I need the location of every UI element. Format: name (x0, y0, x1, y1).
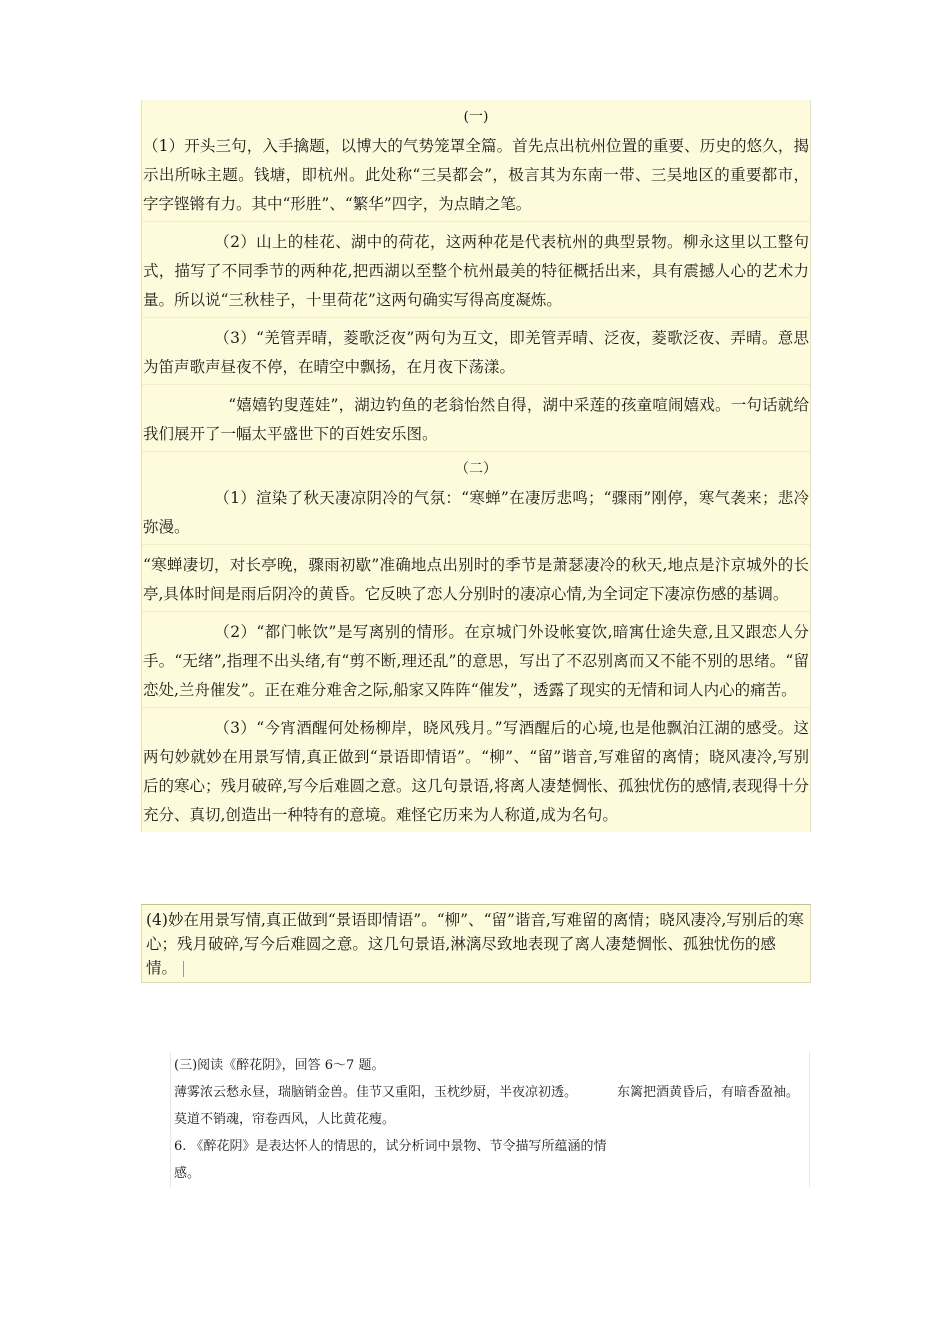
question-6-line-1: 6. 《醉花阴》是表达怀人的情思的，试分析词中景物、节令描写所蕴涵的情 (174, 1139, 607, 1154)
text-cursor (183, 961, 184, 977)
section-2-paragraph: “寒蝉凄切，对长亭晚，骤雨初歇”准确地点出别时的季节是萧瑟凄冷的秋天,地点是汴京城外的长亭,具体时间是雨后阴冷的黄昏。它反映了恋人分别时的凄凉心情,为全词定下凄凉伤感的基调。 (142, 549, 810, 612)
section-2-paragraph: （3）“今宵酒醒何处杨柳岸，晓风残月。”写酒醒后的心境,也是他飘泊江湖的感受。这两句妙就妙在用景写情,真正做到“景语即情语”。“柳”、“留”谐音,写难留的离情；晓风凄冷,写别后的寒心；残月破碎,写今后难圆之意。这几句景语,将离人凄楚惆怅、孤独忧伤的感情,表现得十分充分、真切,创造出一种特有的意境。难怪它历来为人称道,成为名句。 (143, 719, 809, 824)
answer-panel (141, 100, 811, 832)
poem-part-2: 东篱把酒黄昏后，有暗香盈袖。莫道不销魂，帘卷西风，人比黄花瘦。 (174, 1085, 800, 1127)
section-2-paragraph: （1）渲染了秋天凄凉阴冷的气氛：“寒蝉”在凄厉悲鸣；“骤雨”刚停，寒气袭来；悲冷弥漫。 (142, 482, 810, 545)
section-1-paragraph: （3）“羌管弄晴，菱歌泛夜”两句为互文，即羌管弄晴、泛夜，菱歌泛夜、弄晴。意思为笛声歌声昼夜不停，在晴空中飘扬，在月夜下荡漾。 (142, 322, 810, 385)
poem-text (171, 1079, 809, 1133)
section-1-paragraph: “嬉嬉钓叟莲娃”，湖边钓鱼的老翁怡然自得，湖中采莲的孩童喧闹嬉戏。一句话就给我们展开了一幅太平盛世下的百姓安乐图。 (142, 389, 810, 452)
section-2-paragraph: （2）“都门帐饮”是写离别的情形。在京城门外设帐宴饮,暗寓仕途失意,且又跟恋人分手。“无绪”,指理不出头绪,有“剪不断,理还乱”的意思，写出了不忍别离而又不能不别的思绪。“留恋处,兰舟催发”。正在难分难舍之际,船家又阵阵“催发”，透露了现实的无情和词人内心的痛苦。 (142, 616, 810, 708)
section-1-title: (一) (463, 109, 489, 125)
section-1-paragraph: （1）开头三句，入手擒题，以博大的气势笼罩全篇。首先点出杭州位置的重要、历史的悠久，揭示出所咏主题。钱塘，即杭州。此处称“三吴都会”，极言其为东南一带、三吴地区的重要都市，字字铿锵有力。其中“形胜”、“繁华”四字，为点睛之笔。 (142, 130, 810, 222)
note-4-text: (4)妙在用景写情,真正做到“景语即情语”。“柳”、“留”谐音,写难留的离情；晓风凄冷,写别后的寒心；残月破碎,写今后难圆之意。这几句景语,淋漓尽致地表现了离人凄楚惆怅、孤独忧伤的感情。 (146, 911, 804, 977)
question-6-line-2: 感。 (174, 1166, 201, 1181)
reading-question-box (170, 1052, 810, 1187)
poem-part-1: 薄雾浓云愁永昼，瑞脑销金兽。佳节又重阳，玉枕纱厨，半夜凉初透。 (174, 1085, 578, 1100)
section-2-title: （二） (455, 461, 497, 477)
reading-intro: (三)阅读《醉花阴》，回答 6～7 题。 (174, 1058, 385, 1073)
note-4-box (141, 904, 811, 983)
section-1-paragraph: （2）山上的桂花、湖中的荷花，这两种花是代表杭州的典型景物。柳永这里以工整句式，描写了不同季节的两种花,把西湖以至整个杭州最美的特征概括出来，具有震撼人心的艺术力量。所以说“三秋桂子，十里荷花”这两句确实写得高度凝炼。 (142, 226, 810, 318)
